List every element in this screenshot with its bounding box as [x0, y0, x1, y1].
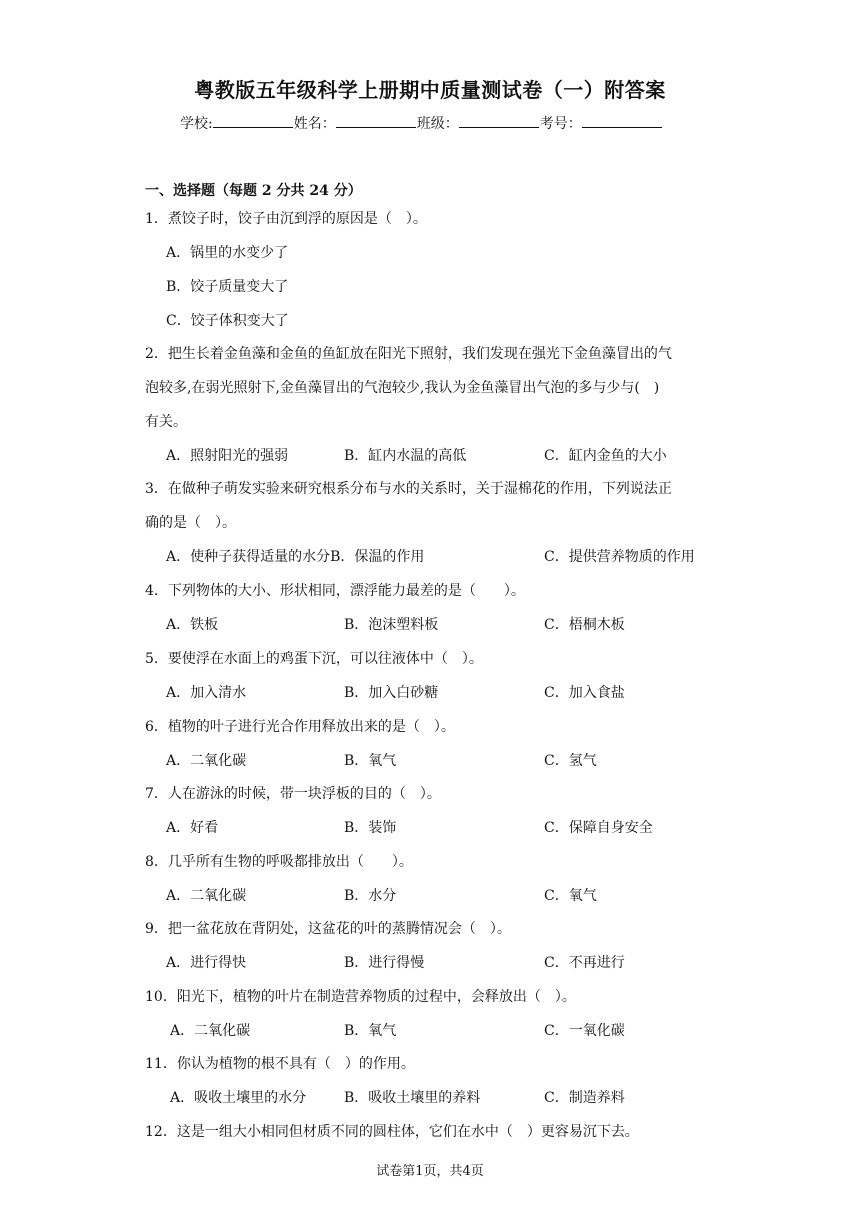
question-7-option-c[interactable]: C．保障自身安全: [544, 820, 653, 836]
question-2-line-1: 2．把生长着金鱼藻和金鱼的鱼缸放在阳光下照射，我们发现在强光下金鱼藻冒出的气: [145, 346, 672, 362]
question-12: 12．这是一组大小相同但材质不同的圆柱体，它们在水中（ ）更容易沉下去。: [145, 1124, 639, 1140]
question-10-option-b[interactable]: B．氧气: [344, 1023, 397, 1039]
question-1-option-a[interactable]: A．锅里的水变少了: [166, 245, 289, 261]
question-4: 4．下列物体的大小、形状相同，漂浮能力最差的是（ ）。: [145, 583, 525, 599]
question-1: 1．煮饺子时，饺子由沉到浮的原因是（ ）。: [145, 211, 427, 227]
question-9-options: [166, 952, 726, 972]
question-6-option-b[interactable]: B．氧气: [344, 753, 397, 769]
question-2-options: [166, 445, 726, 465]
question-3-options: [166, 546, 726, 566]
question-10: 10．阳光下，植物的叶片在制造营养物质的过程中，会释放出（ ）。: [145, 989, 576, 1005]
name-label: 姓名：: [293, 116, 336, 132]
question-7-option-a[interactable]: A．好看: [166, 820, 219, 836]
question-9: 9．把一盆花放在背阴处，这盆花的叶的蒸腾情况会（ ）。: [145, 921, 511, 937]
class-blank[interactable]: [459, 115, 539, 128]
question-11: 11．你认为植物的根不具有（ ）的作用。: [145, 1056, 415, 1072]
question-8-options: [166, 885, 726, 905]
question-1-option-b[interactable]: B．饺子质量变大了: [166, 279, 289, 295]
question-7-options: [166, 817, 726, 837]
question-2-line-2: 泡较多,在弱光照射下,金鱼藻冒出的气泡较少,我认为金鱼藻冒出气泡的多与少与( ): [145, 380, 660, 396]
question-3-option-a-b[interactable]: A．使种子获得适量的水分B．保温的作用: [166, 549, 425, 565]
question-11-option-b[interactable]: B．吸收土壤里的养料: [344, 1090, 481, 1106]
question-4-option-c[interactable]: C．梧桐木板: [544, 617, 625, 633]
question-7-option-b[interactable]: B．装饰: [344, 820, 397, 836]
question-5-option-b[interactable]: B．加入白砂糖: [344, 685, 439, 701]
question-10-options: [170, 1020, 730, 1040]
question-9-option-c[interactable]: C．不再进行: [544, 955, 625, 971]
question-4-options: [166, 614, 726, 634]
question-2-option-b[interactable]: B．缸内水温的高低: [344, 448, 467, 464]
question-7: 7．人在游泳的时候，带一块浮板的目的（ ）。: [145, 786, 441, 802]
question-11-options: [170, 1087, 730, 1107]
question-8-option-a[interactable]: A．二氧化碳: [166, 888, 247, 904]
question-3-line-2: 确的是（ ）。: [145, 515, 236, 531]
question-8: 8．几乎所有生物的呼吸都排放出（ ）。: [145, 854, 413, 870]
question-3-line-1: 3．在做种子萌发实验来研究根系分布与水的关系时，关于湿棉花的作用，下列说法正: [145, 481, 672, 497]
page-footer: 试卷第1页，共4页: [376, 1164, 484, 1179]
question-9-option-b[interactable]: B．进行得慢: [344, 955, 425, 971]
question-6-options: [166, 750, 726, 770]
question-3-option-c[interactable]: C．提供营养物质的作用: [544, 549, 695, 565]
section-heading-multiple-choice: 一、选择题（每题 2 分共 24 分）: [145, 183, 362, 199]
question-5-options: [166, 682, 726, 702]
question-6: 6．植物的叶子进行光合作用释放出来的是（ ）。: [145, 719, 455, 735]
question-8-option-b[interactable]: B．水分: [344, 888, 397, 904]
page-title: 粤教版五年级科学上册期中质量测试卷（一）附答案: [194, 78, 666, 102]
question-2-option-a[interactable]: A．照射阳光的强弱: [166, 448, 289, 464]
question-1-option-c[interactable]: C．饺子体积变大了: [166, 313, 289, 329]
question-4-option-b[interactable]: B．泡沫塑料板: [344, 617, 439, 633]
student-info-line: [180, 113, 663, 133]
name-blank[interactable]: [336, 115, 416, 128]
question-10-option-c[interactable]: C．一氧化碳: [544, 1023, 625, 1039]
question-8-option-c[interactable]: C．氧气: [544, 888, 597, 904]
question-2-option-c[interactable]: C．缸内金鱼的大小: [544, 448, 667, 464]
question-4-option-a[interactable]: A．铁板: [166, 617, 219, 633]
question-10-option-a[interactable]: A．二氧化碳: [170, 1023, 251, 1039]
exam-number-label: 考号：: [539, 116, 582, 132]
school-blank[interactable]: [213, 115, 293, 128]
question-6-option-a[interactable]: A．二氧化碳: [166, 753, 247, 769]
class-label: 班级：: [416, 116, 459, 132]
question-5: 5．要使浮在水面上的鸡蛋下沉，可以往液体中（ ）。: [145, 651, 483, 667]
question-11-option-a[interactable]: A．吸收土壤里的水分: [170, 1090, 307, 1106]
question-6-option-c[interactable]: C．氢气: [544, 753, 597, 769]
question-5-option-a[interactable]: A．加入清水: [166, 685, 247, 701]
school-label: 学校:: [180, 116, 213, 132]
question-5-option-c[interactable]: C．加入食盐: [544, 685, 625, 701]
question-9-option-a[interactable]: A．进行得快: [166, 955, 247, 971]
question-11-option-c[interactable]: C．制造养料: [544, 1090, 625, 1106]
exam-number-blank[interactable]: [582, 115, 662, 128]
question-2-line-3: 有关。: [145, 414, 187, 430]
